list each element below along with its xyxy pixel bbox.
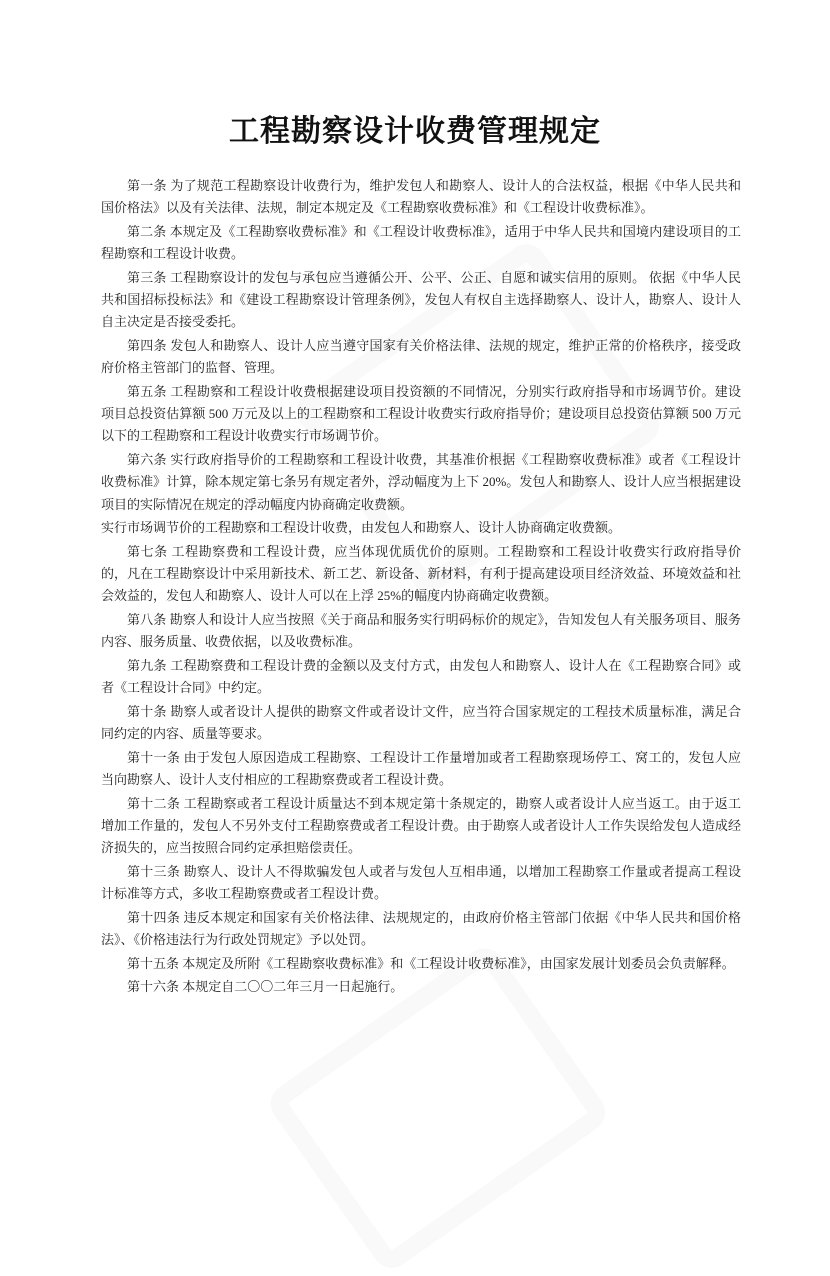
- article-paragraph: 第二条 本规定及《工程勘察收费标准》和《工程设计收费标准》，适用于中华人民共和国境内建设项目的工程勘察和工程设计收费。: [101, 223, 741, 262]
- article-paragraph: 第十一条 由于发包人原因造成工程勘察、工程设计工作量增加或者工程勘察现场停工、窝工的，发包人应当向勘察人、设计人支付相应的工程勘察费或者工程设计费。: [101, 749, 741, 787]
- article-paragraph: 第十五条 本规定及所附《工程勘察收费标准》和《工程设计收费标准》，由国家发展计划委员会负责解释。: [127, 955, 735, 971]
- article-paragraph: 第十四条 违反本规定和国家有关价格法律、法规规定的，由政府价格主管部门依据《中华人民共和国价格法》、《价格违法行为行政处罚规定》予以处罚。: [101, 909, 741, 947]
- article-paragraph: 第一条 为了规范工程勘察设计收费行为，维护发包人和勘察人、设计人的合法权益，根据《中华人民共和国价格法》以及有关法律、法规，制定本规定及《工程勘察收费标准》和《工程设计收费标准》。: [101, 178, 741, 216]
- document-title: 工程勘察设计收费管理规定: [229, 115, 601, 148]
- article-paragraph: 第五条 工程勘察和工程设计收费根据建设项目投资额的不同情况，分别实行政府指导和市场调节价。建设项目总投资估算额 500 万元及以上的工程勘察和工程设计收费实行政府指导价；建设项目总投资估算额 500 万元以下的工程勘察和工程设计收费实行市场调节价。: [101, 383, 741, 444]
- article-paragraph: 实行市场调节价的工程勘察和工程设计收费，由发包人和勘察人、设计人协商确定收费额。: [101, 520, 622, 536]
- article-paragraph: 第七条 工程勘察费和工程设计费，应当体现优质优价的原则。工程勘察和工程设计收费实行政府指导价的，凡在工程勘察设计中采用新技术、新工艺、新设备、新材料，有利于提高建设项目经济效益、环境效益和社会效益的，发包人和勘察人、设计人可以在上浮 25%的幅度内协商确定收费额。: [101, 543, 741, 604]
- article-paragraph: 第十二条 工程勘察或者工程设计质量达不到本规定第十条规定的，勘察人或者设计人应当返工。由于返工增加工作量的，发包人不另外支付工程勘察费或者工程设计费。由于勘察人或者设计人工作失误给发包人造成经济损失的，应当按照合同约定承担赔偿责任。: [101, 795, 741, 856]
- article-paragraph: 第四条 发包人和勘察人、设计人应当遵守国家有关价格法律、法规的规定，维护正常的价格秩序，接受政府价格主管部门的监督、管理。: [101, 337, 741, 376]
- article-paragraph: 第十三条 勘察人、设计人不得欺骗发包人或者与发包人互相串通，以增加工程勘察工作量或者提高工程设计标准等方式，多收工程勘察费或者工程设计费。: [101, 863, 741, 902]
- article-paragraph: 第六条 实行政府指导价的工程勘察和工程设计收费，其基准价根据《工程勘察收费标准》或者《工程设计收费标准》计算，除本规定第七条另有规定者外，浮动幅度为上下 20%。发包人和勘察人、设计人应当根据建设项目的实际情况在规定的浮动幅度内协商确定收费额。: [101, 452, 741, 512]
- article-paragraph: 第八条 勘察人和设计人应当按照《关于商品和服务实行明码标价的规定》，告知发包人有关服务项目、服务内容、服务质量、收费依据，以及收费标准。: [101, 612, 741, 650]
- article-paragraph: 第九条 工程勘察费和工程设计费的金额以及支付方式，由发包人和勘察人、设计人在《工程勘察合同》或者《工程设计合同》中约定。: [101, 657, 741, 696]
- article-paragraph: 第十六条 本规定自二〇〇二年三月一日起施行。: [127, 979, 404, 995]
- document-body: [101, 175, 741, 1000]
- article-paragraph: 第三条 工程勘察设计的发包与承包应当遵循公开、公平、公正、自愿和诚实信用的原则。 依据《中华人民共和国招标投标法》和《建设工程勘察设计管理条例》，发包人有权自主选择勘察人、设计人，勘察人、设计人自主决定是否接受委托。: [101, 269, 741, 330]
- article-paragraph: 第十条 勘察人或者设计人提供的勘察文件或者设计文件，应当符合国家规定的工程技术质量标准，满足合同约定的内容、质量等要求。: [101, 703, 741, 742]
